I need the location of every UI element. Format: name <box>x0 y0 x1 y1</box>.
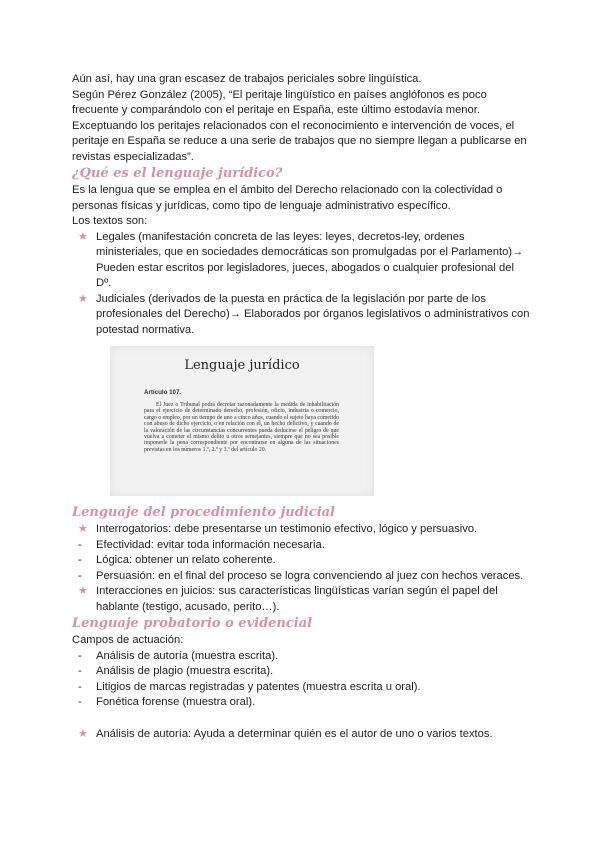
figure-title: Lenguaje jurídico <box>184 358 300 373</box>
list-item-text: Persuasión: en el final del proceso se logra convenciendo al juez con hechos veraces. <box>96 569 524 582</box>
dash-bullet-icon: - <box>78 680 82 693</box>
intro-line: Aún así, hay una gran escasez de trabajos periciales sobre lingüística. <box>72 73 422 85</box>
list-item <box>72 538 532 554</box>
list-item <box>72 695 532 711</box>
list-item <box>72 522 532 538</box>
final-list <box>72 727 532 743</box>
section-heading-lenguaje-juridico: ¿Qué es el lenguaje jurídico? <box>72 166 283 181</box>
dash-bullet-icon: - <box>78 569 82 582</box>
star-bullet-icon: ★ <box>78 292 88 305</box>
list-item-text: Análisis de plagio (muestra escrita). <box>96 665 274 677</box>
list-item <box>72 569 532 585</box>
list-item-text: Litigios de marcas registradas y patentes (muestra escrita u oral). <box>96 680 421 693</box>
list-item-text: Análisis de autoría (muestra escrita). <box>96 649 279 662</box>
list-item-text: Legales (manifestación concreta de las leyes: leyes, decretos-ley, ordenes ministeriales, que en sociedades democráticas son promulgadas por el Parlamento)→ Pueden estar escritos por legisladores, jueces, abogados o cualquier profesional del Dº. <box>96 230 524 289</box>
list-item-text: Efectividad: evitar toda información necesaria. <box>96 538 325 551</box>
list-item <box>72 727 532 743</box>
star-bullet-icon: ★ <box>78 585 88 597</box>
list-item-text: Análisis de autoría: Ayuda a determinar quién es el autor de uno o varios textos. <box>96 727 493 740</box>
list-item-text: Interrogatorios: debe presentarse un testimonio efectivo, lógico y persuasivo. <box>96 523 478 535</box>
list-item <box>72 230 532 292</box>
list-item-text: Fonética forense (muestra oral). <box>96 696 256 708</box>
star-bullet-icon: ★ <box>78 230 88 243</box>
intro-quote: Según Pérez González (2005), “El peritaje lingüístico en países anglófonos es poco frecuente y comparándolo con el peritaje en España, este último estodavía menor. Exceptuando los peritajes relacionados con el reconocimiento e intervención de voces, el peritaje en España se reduce a una serie de trabajos que no siempre llegan a publicarse en revistas especializadas”. <box>72 88 527 163</box>
dash-bullet-icon: - <box>78 665 82 677</box>
list-item <box>72 680 532 696</box>
figure-article-body: El Juez o Tribunal podrá decretar razonadamente la medida de inhabilitación para el ejercicio de determinado derecho, profesión, oficio, industria o comercio, cargo o empleo, por un tiempo de uno a cinco años, cuando el sujeto haya cometido con abuso de dicho ejercicio, o en relación con él, un hecho delictivo, y cuando de la valoración de las circunstancias concurrentes pueda deducirse el peligro de que vuelva a cometer el mismo delito u otros semejantes, siempre que no sea posible imponerle la pena correspondiente por encontrarse en alguna de las situaciones previstas en los números 1.º, 2.º y 3.º del artículo 20. <box>144 402 339 453</box>
list-intro: Campos de actuación: <box>72 634 184 646</box>
list-item <box>72 292 532 339</box>
document-page <box>72 72 532 742</box>
list-item <box>72 553 532 569</box>
list-item <box>72 584 532 615</box>
list-item-text: Interacciones en juicios: sus características lingüísticas varían según el papel del hablante (testigo, acusado, perito…). <box>96 585 498 613</box>
star-bullet-icon: ★ <box>78 523 88 535</box>
definition-paragraph: Es la lengua que se emplea en el ámbito del Derecho relacionado con la colectividad o personas físicas y jurídicas, como tipo de lenguaje administrativo específico. <box>72 184 503 212</box>
dash-bullet-icon: - <box>78 538 82 551</box>
list-item <box>72 649 532 665</box>
list-item <box>72 664 532 680</box>
list-intro: Los textos son: <box>72 215 148 227</box>
list-item-text: Judiciales (derivados de la puesta en práctica de la legislación por parte de los profesionales del Derecho)→ Elaborados por órganos legislativos o administrativos con potestad normativa. <box>96 292 530 336</box>
dash-bullet-icon: - <box>78 649 82 662</box>
star-bullet-icon: ★ <box>78 727 88 740</box>
section-heading-lenguaje-probatorio: Lenguaje probatorio o evidencial <box>72 616 313 631</box>
procedimiento-list <box>72 522 532 615</box>
dash-bullet-icon: - <box>78 696 82 708</box>
textos-list <box>72 230 532 339</box>
legal-text-figure <box>110 346 374 496</box>
dash-bullet-icon: - <box>78 554 82 566</box>
list-item-text: Lógica: obtener un relato coherente. <box>96 554 276 566</box>
section-heading-procedimiento-judicial: Lenguaje del procedimiento judicial <box>72 505 335 520</box>
campos-list <box>72 649 532 711</box>
figure-article-number: Artículo 107. <box>144 389 182 396</box>
